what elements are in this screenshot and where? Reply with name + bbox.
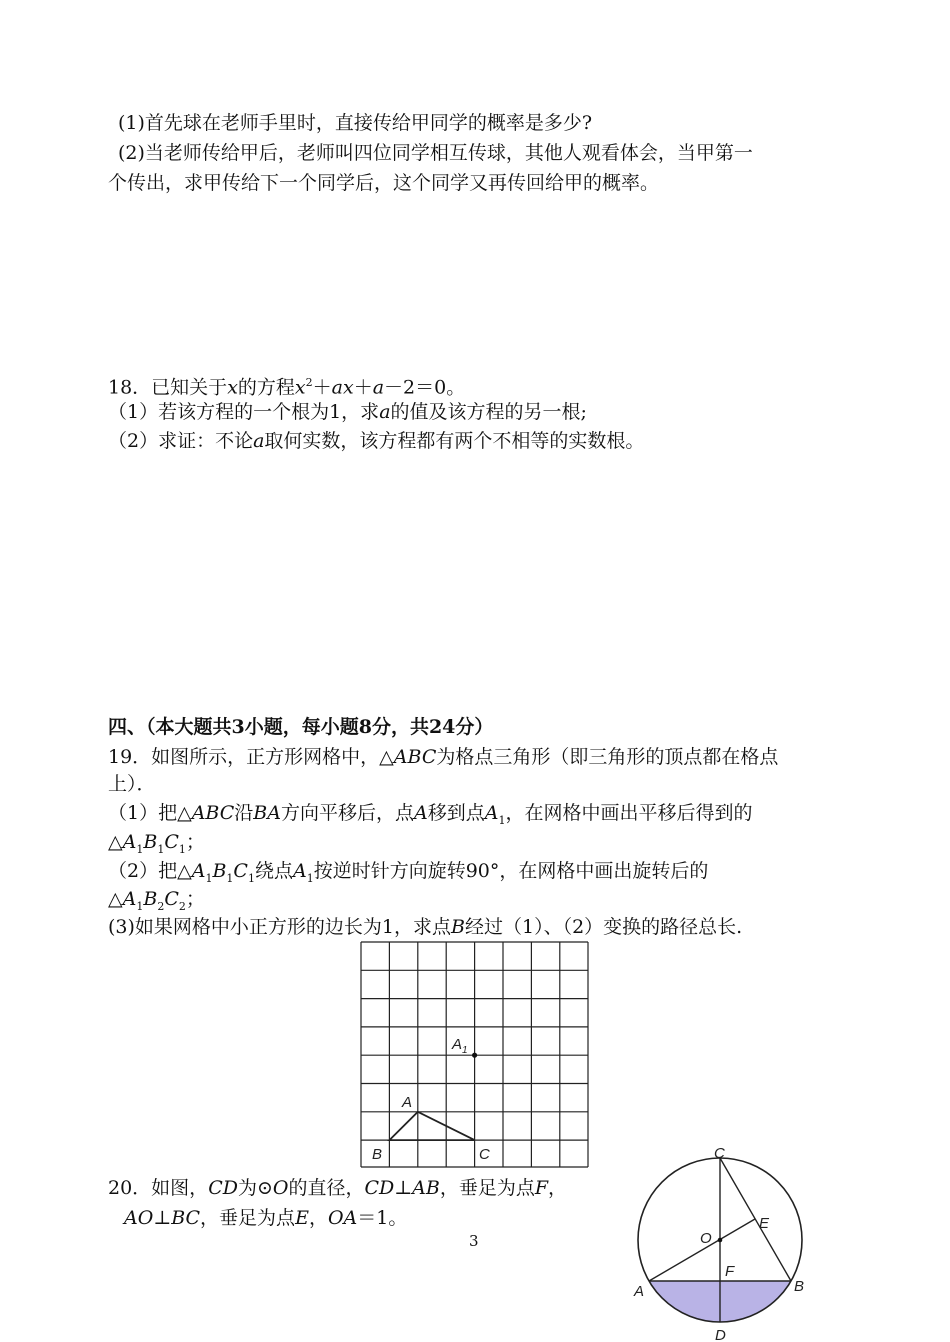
point-a1 [472, 1053, 477, 1058]
label-b: B [794, 1278, 805, 1295]
q19-part3: (3)如果网格中小正方形的边长为1，求点B经过（1）、（2）变换的路径总长. [108, 916, 743, 938]
q17-part1: (1)首先球在老师手里时，直接传给甲同学的概率是多少? [118, 112, 593, 134]
q19-part2: （2）把$\triangle A_1B_1C_1$绕点$A_1$按逆时针方向旋转90°，在网格中画出旋转后的 [108, 860, 709, 885]
q20-line1: 20．如图，CD为⊙O的直径，CD⊥AB，垂足为点F， [108, 1177, 568, 1199]
label-d: D [715, 1327, 726, 1342]
label-a: A [634, 1283, 645, 1300]
label-a: A [402, 1094, 413, 1111]
label-f: F [725, 1263, 735, 1280]
q19-part1: （1）把△ABC沿BA方向平移后，点A移到点$A_1$，在网格中画出平移后得到的 [108, 802, 753, 827]
q20-circle-figure [620, 1140, 820, 1342]
page-number: 3 [469, 1232, 479, 1250]
q18-statement: 18．已知关于x的方程$x^2+ax+a-2=0$。 [108, 376, 466, 399]
q18-part1: （1）若该方程的一个根为1，求a的值及该方程的另一根; [108, 401, 587, 423]
triangle-abc [389, 1112, 474, 1140]
label-c: C [479, 1146, 490, 1163]
label-c: C [714, 1145, 725, 1162]
q18-part2: （2）求证：不论a取何实数，该方程都有两个不相等的实数根。 [108, 430, 645, 452]
segment-ae [649, 1219, 755, 1281]
q20-line2: AO⊥BC，垂足为点E，OA＝1。 [124, 1207, 408, 1229]
point-o [718, 1238, 723, 1243]
q17-part2-line1: (2)当老师传给甲后，老师叫四位同学相互传球，其他人观看体会，当甲第一 [118, 142, 753, 164]
q19-part1-cont: $\triangle A_1B_1C_1$； [108, 831, 205, 856]
q19-grid-figure [360, 941, 590, 1168]
q17-part2-line2: 个传出，求甲传给下一个同学后，这个同学又再传回给甲的概率。 [108, 172, 660, 194]
label-o: O [700, 1230, 712, 1247]
label-a1: $A_1$ [452, 1036, 468, 1056]
section-4-heading: 四、（本大题共3小题，每小题8分，共24分） [108, 716, 494, 738]
label-b: B [372, 1146, 383, 1163]
q19-line1: 19．如图所示，正方形网格中，△ABC为格点三角形（即三角形的顶点都在格点 [108, 746, 779, 768]
q19-part2-cont: $\triangle A_1B_2C_2$； [108, 888, 205, 913]
label-e: E [759, 1215, 770, 1232]
q19-line2: 上）． [108, 773, 156, 795]
